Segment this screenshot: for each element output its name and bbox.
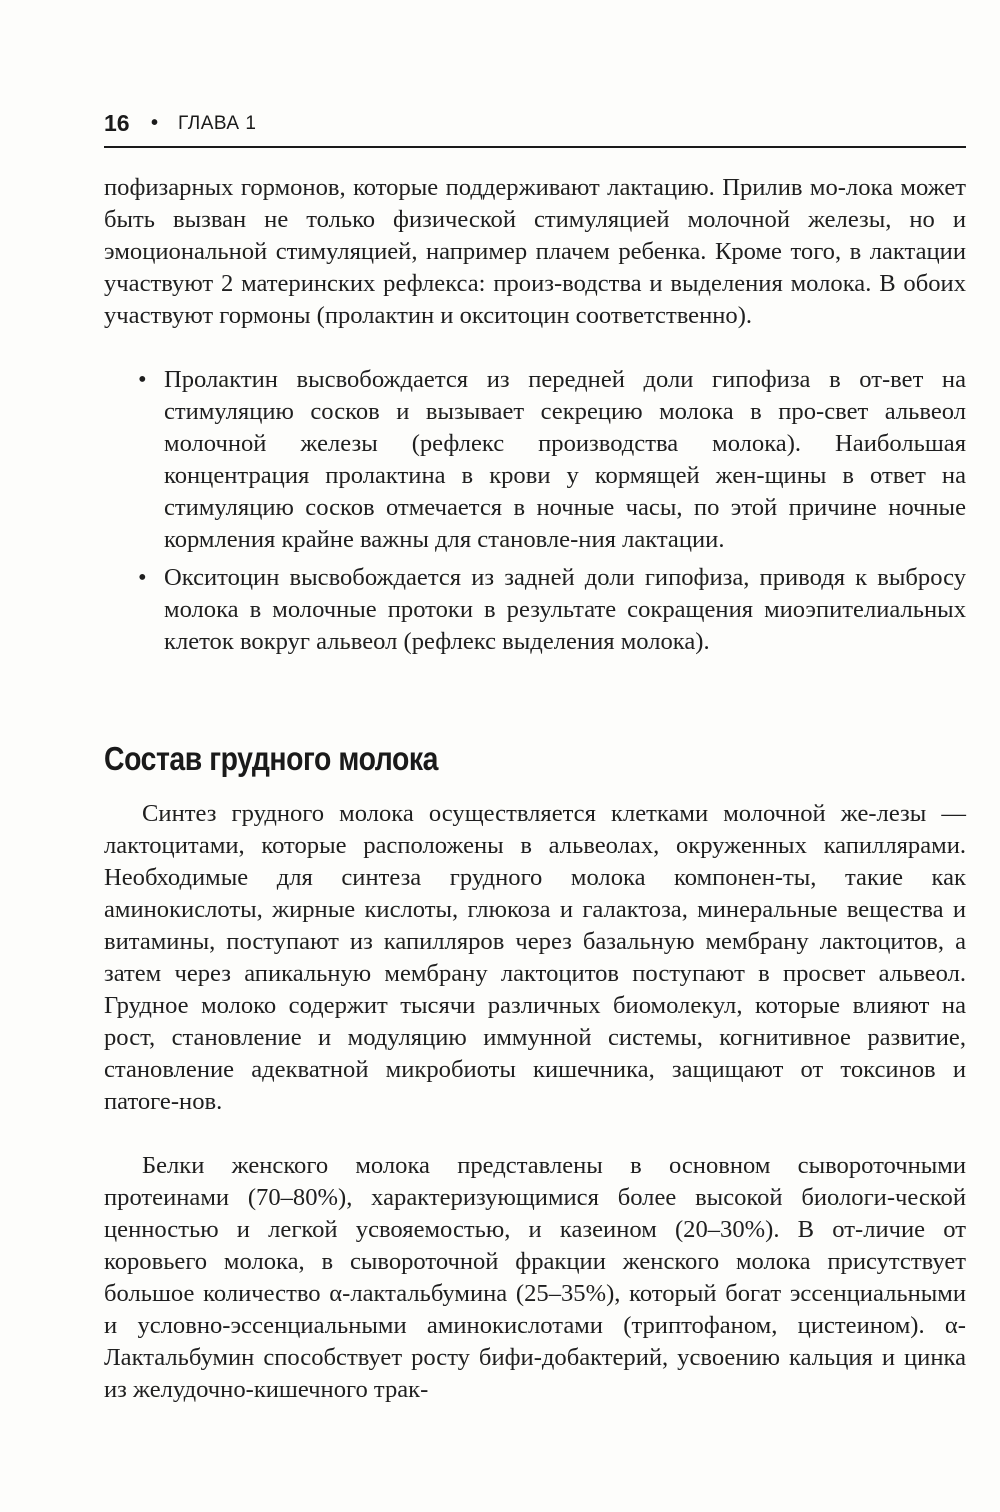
section-paragraph-block-1 [104,798,966,1118]
chapter-label: ГЛАВА 1 [178,113,257,134]
bullet-text: Пролактин высвобождается из передней доли гипофиза в от-вет на стимуляцию сосков и вызывает секрецию молока в про-свет альвеол молочной железы (рефлекс производства молока). Наибольшая концентрация пролактина в крови у кормящей жен-щины в ответ на стимуляцию сосков отмечается в ночные часы, по этой причине ночные кормления крайне важны для становле-ния лактации. [164,366,966,553]
intro-paragraph: пофизарных гормонов, которые поддерживают лактацию. Прилив мо-лока может быть вызван не только физической стимуляцией молочной железы, но и эмоциональной стимуляцией, например плачем ребенка. Кроме того, в лактации участвуют 2 материнских рефлекса: произ-водства и выделения молока. В обоих участвуют гормоны (пролактин и окситоцин соответственно). [104,174,966,329]
section-paragraph-synthesis: Синтез грудного молока осуществляется клетками молочной же-лезы — лактоцитами, которые расположены в альвеолах, окруженных капиллярами. Необходимые для синтеза грудного молока компонен-ты, такие как аминокислоты, жирные кислоты, глюкоза и галактоза, минеральные вещества и витамины, поступают из капилляров через базальную мембрану лактоцитов, а затем через апикальную мембрану лактоцитов поступают в просвет альвеол. Грудное молоко содержит тысячи различных биомолекул, которые влияют на рост, становление и модуляцию иммунной системы, когнитивное развитие, становление адекватной микробиоты кишечника, защищают от токсинов и патоге-нов. [104,800,966,1115]
bullet-text: Окситоцин высвобождается из задней доли гипофиза, приводя к выбросу молока в молочные протоки в результате сокращения миоэпителиальных клеток вокруг альвеол (рефлекс выделения молока). [164,564,966,655]
bullet-marker: • [138,366,147,393]
page-number: 16 [104,110,130,136]
running-header [104,110,966,148]
bullet-item-oxytocin [136,562,966,658]
bullet-marker: • [138,564,147,591]
intro-paragraph-block [104,172,966,332]
section-paragraph-block-2 [104,1150,966,1406]
section-paragraph-proteins: Белки женского молока представлены в основном сывороточными протеинами (70–80%), характеризующимися более высокой биологи-ческой ценностью и легкой усвояемостью, и казеином (20–30%). В от-личие от коровьего молока, в сывороточной фракции женского молока присутствует большое количество α-лактальбумина (25–35%), который богат эссенциальными и условно-эссенциальными аминокислотами (триптофаном, цистеином). α-Лактальбумин способствует росту бифи-добактерий, усвоению кальция и цинка из желудочно-кишечного трак- [104,1152,966,1403]
section-heading: Состав грудного молока [104,740,439,777]
bullet-list [136,364,966,664]
header-separator: • [151,112,159,134]
bullet-item-prolactin [136,364,966,556]
